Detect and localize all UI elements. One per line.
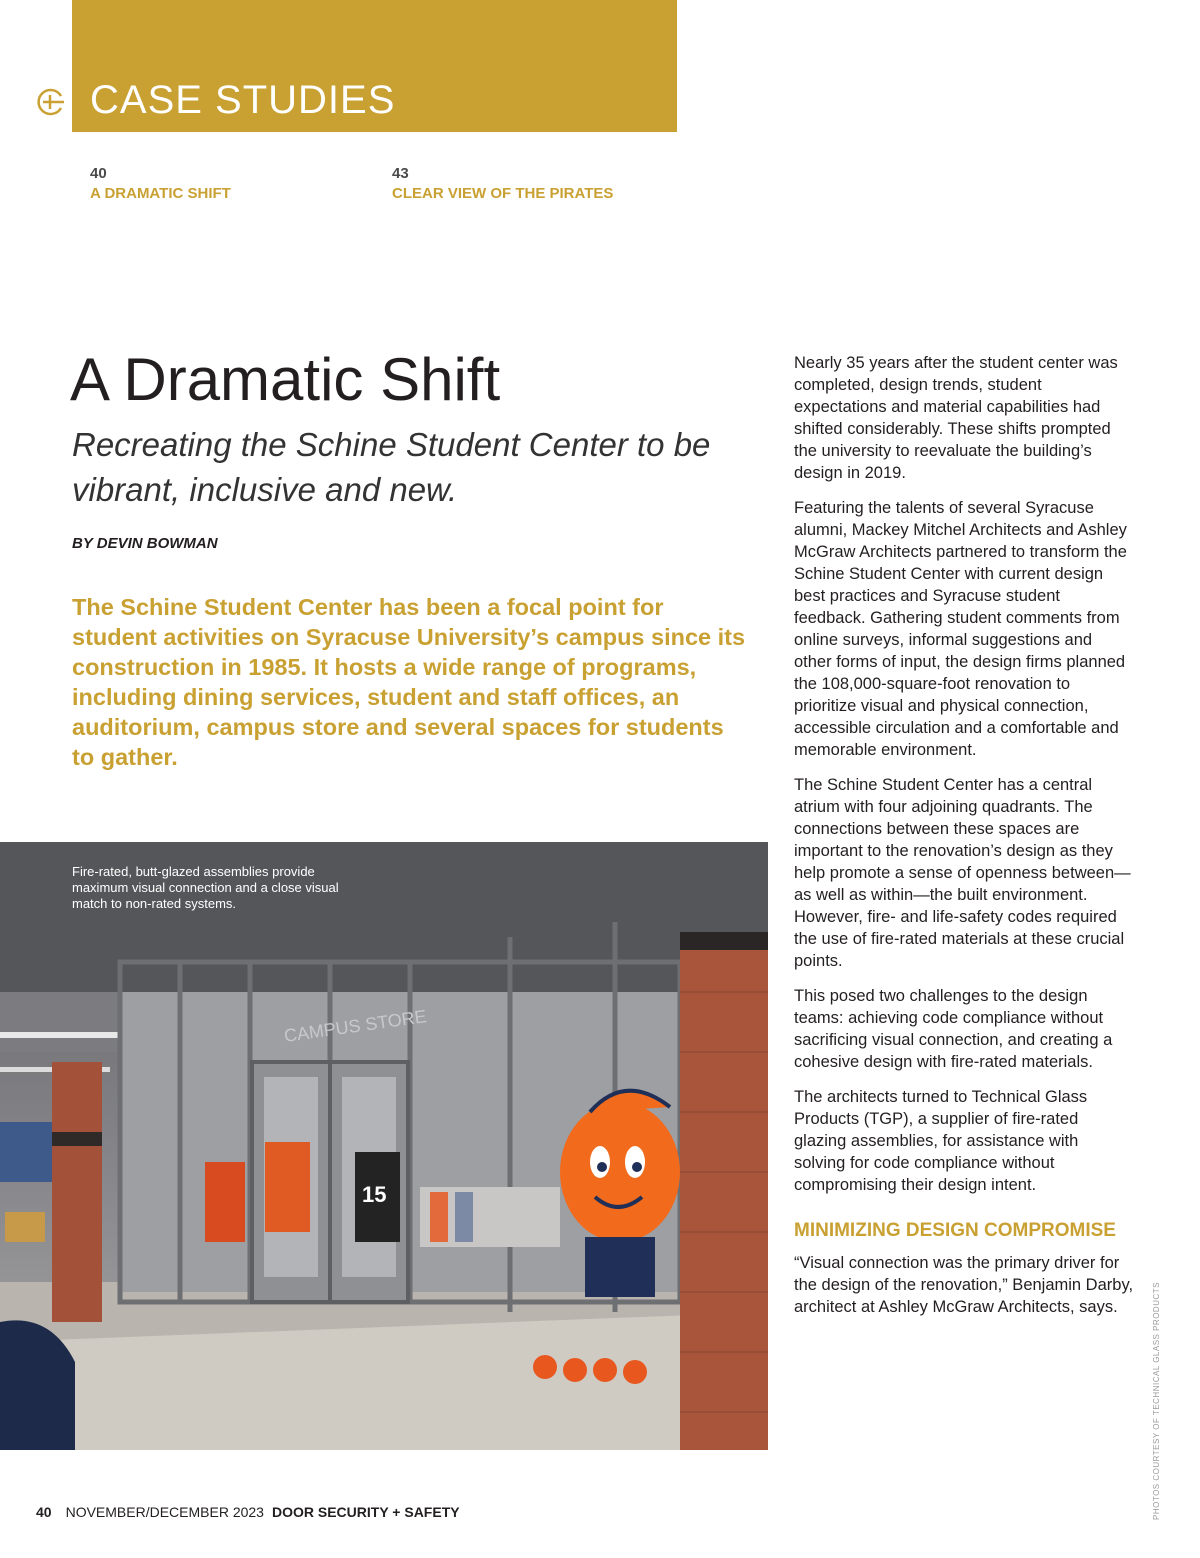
article-byline: BY DEVIN BOWMAN xyxy=(72,535,218,552)
toc-title[interactable]: A DRAMATIC SHIFT xyxy=(90,185,231,202)
toc-page-number: 43 xyxy=(392,165,409,182)
body-paragraph: Nearly 35 years after the student center was completed, design trends, student expectations and material capabilities had shifted considerably. These shifts prompted the university to reevaluate the building’s design in 2019. xyxy=(794,354,1118,482)
toc-page-number: 40 xyxy=(90,165,107,182)
photo-illustration xyxy=(0,842,768,1450)
article-deck: Recreating the Schine Student Center to be vibrant, inclusive and new. xyxy=(72,426,711,508)
toc-item[interactable] xyxy=(90,165,231,202)
section-subhead: MINIMIZING DESIGN COMPROMISE xyxy=(794,1220,1116,1241)
article-body xyxy=(794,352,1134,1331)
issue-date: NOVEMBER/DECEMBER 2023 xyxy=(65,1504,264,1520)
toc-title[interactable]: CLEAR VIEW OF THE PIRATES xyxy=(392,185,614,202)
photo-credit: PHOTOS COURTESY OF TECHNICAL GLASS PRODUCTS xyxy=(1152,1282,1161,1520)
body-paragraph: This posed two challenges to the design teams: achieving code compliance without sacrificing visual connection, and creating a cohesive design with fire-rated materials. xyxy=(794,987,1113,1071)
campus-store-sign: CAMPUS STORE xyxy=(282,1006,428,1046)
body-paragraph: The architects turned to Technical Glass Products (TGP), a supplier of fire-rated glazing assemblies, for assistance with solving for code compliance without compromising their design intent. xyxy=(794,1088,1088,1194)
toc-item[interactable] xyxy=(392,165,613,202)
section-title: CASE STUDIES xyxy=(90,78,396,122)
jersey-number: 15 xyxy=(362,1182,387,1207)
plus-circle-icon xyxy=(35,87,65,117)
body-paragraph: Featuring the talents of several Syracuse alumni, Mackey Mitchel Architects and Ashley McGraw Architects partnered to transform the Schine Student Center with current design best practices and Syracuse student feedback. Gathering student comments from online surveys, informal suggestions and other forms of input, the design firms planned the 108,000-square-foot renovation to prioritize visual and physical connection, accessible circulation and a comfortable and memorable environment. xyxy=(794,499,1127,759)
photo-caption: Fire-rated, butt-glazed assemblies provide maximum visual connection and a close visual match to non-rated systems. xyxy=(72,864,339,911)
article-lede: The Schine Student Center has been a focal point for student activities on Syracuse University’s campus since its construction in 1985. It hosts a wide range of programs, including dining services, student and staff offices, an auditorium, campus store and several spaces for students to gather. xyxy=(72,594,746,770)
campus-store-photo xyxy=(0,842,768,1450)
body-paragraph: “Visual connection was the primary driver for the design of the renovation,” Benjamin Darby, architect at Ashley McGraw Architects, says. xyxy=(794,1254,1134,1316)
page-number: 40 xyxy=(36,1504,52,1520)
body-paragraph: The Schine Student Center has a central atrium with four adjoining quadrants. The connections between these spaces are important to the renovation’s design as they help promote a sense of openness between—as well as within—the built environment. However, fire- and life-safety codes required the use of fire-rated materials at these crucial points. xyxy=(794,776,1131,970)
article-headline: A Dramatic Shift xyxy=(70,346,501,413)
page-footer xyxy=(36,1504,460,1520)
magazine-name: DOOR SECURITY + SAFETY xyxy=(271,1504,460,1520)
